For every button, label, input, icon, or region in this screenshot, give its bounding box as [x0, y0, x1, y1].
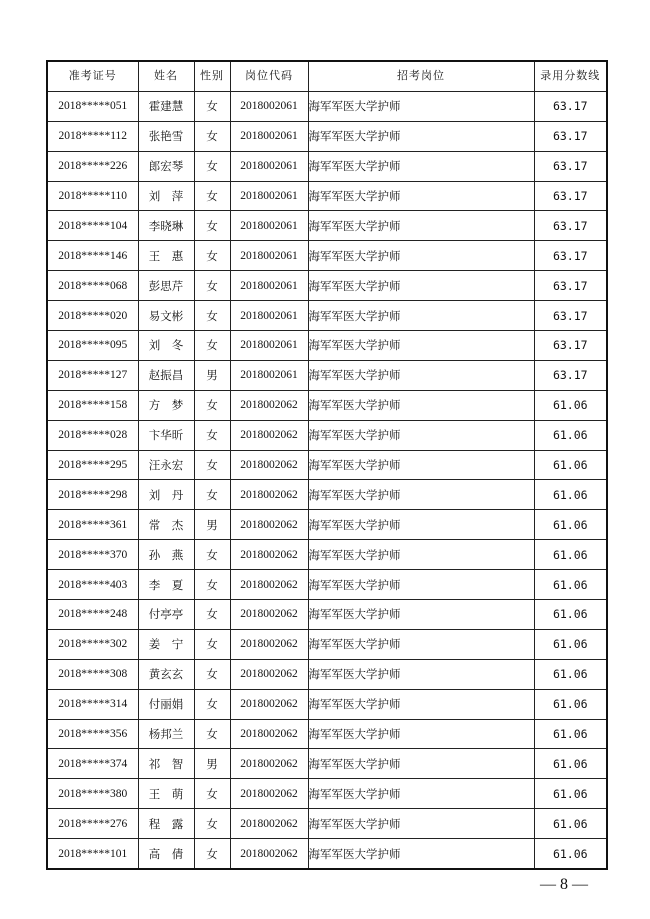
- table-row: [47, 600, 607, 630]
- cell-gender: 女: [194, 420, 230, 450]
- cell-post-code: 2018002062: [230, 749, 308, 779]
- table-row: [47, 360, 607, 390]
- cell-name: 程 露: [138, 809, 194, 839]
- cell-post-code: 2018002061: [230, 121, 308, 151]
- cell-ticket-number: 2018*****146: [47, 241, 138, 271]
- cell-post: 海军军医大学护师: [308, 241, 534, 271]
- cell-gender: 女: [194, 719, 230, 749]
- cell-post-code: 2018002062: [230, 510, 308, 540]
- cell-score: 63.17: [534, 360, 607, 390]
- cell-gender: 女: [194, 540, 230, 570]
- cell-post-code: 2018002062: [230, 600, 308, 630]
- cell-post-code: 2018002062: [230, 540, 308, 570]
- cell-post: 海军军医大学护师: [308, 749, 534, 779]
- cell-post: 海军军医大学护师: [308, 540, 534, 570]
- cell-score: 63.17: [534, 151, 607, 181]
- cell-post: 海军军医大学护师: [308, 689, 534, 719]
- cell-score: 63.17: [534, 121, 607, 151]
- cell-ticket-number: 2018*****298: [47, 480, 138, 510]
- cell-post: 海军军医大学护师: [308, 570, 534, 600]
- cell-post: 海军军医大学护师: [308, 480, 534, 510]
- cell-score: 61.06: [534, 570, 607, 600]
- cell-score: 63.17: [534, 301, 607, 331]
- cell-post: 海军军医大学护师: [308, 390, 534, 420]
- cell-score: 61.06: [534, 839, 607, 869]
- cell-post-code: 2018002062: [230, 719, 308, 749]
- cell-score: 61.06: [534, 450, 607, 480]
- cell-post: 海军军医大学护师: [308, 331, 534, 361]
- cell-score: 61.06: [534, 390, 607, 420]
- table-row: [47, 420, 607, 450]
- cell-gender: 男: [194, 510, 230, 540]
- cell-score: 63.17: [534, 241, 607, 271]
- cell-post-code: 2018002061: [230, 301, 308, 331]
- cell-ticket-number: 2018*****370: [47, 540, 138, 570]
- cell-ticket-number: 2018*****380: [47, 779, 138, 809]
- header-post: 招考岗位: [308, 61, 534, 91]
- cell-post: 海军军医大学护师: [308, 779, 534, 809]
- cell-gender: 女: [194, 779, 230, 809]
- table-row: [47, 540, 607, 570]
- cell-gender: 女: [194, 121, 230, 151]
- cell-name: 卞华昕: [138, 420, 194, 450]
- header-ticket-number: 准考证号: [47, 61, 138, 91]
- cell-name: 易文彬: [138, 301, 194, 331]
- table-row: [47, 91, 607, 121]
- cell-ticket-number: 2018*****110: [47, 181, 138, 211]
- table-row: [47, 689, 607, 719]
- table-body: [47, 91, 607, 869]
- table-row: [47, 271, 607, 301]
- cell-ticket-number: 2018*****112: [47, 121, 138, 151]
- cell-score: 61.06: [534, 719, 607, 749]
- cell-gender: 男: [194, 360, 230, 390]
- cell-name: 李 夏: [138, 570, 194, 600]
- cell-gender: 女: [194, 91, 230, 121]
- table-row: [47, 390, 607, 420]
- cell-post-code: 2018002061: [230, 151, 308, 181]
- cell-name: 方 梦: [138, 390, 194, 420]
- cell-score: 61.06: [534, 749, 607, 779]
- cell-score: 61.06: [534, 659, 607, 689]
- cell-name: 汪永宏: [138, 450, 194, 480]
- cell-post-code: 2018002061: [230, 211, 308, 241]
- cell-ticket-number: 2018*****374: [47, 749, 138, 779]
- table-row: [47, 211, 607, 241]
- cell-name: 王 萌: [138, 779, 194, 809]
- cell-ticket-number: 2018*****104: [47, 211, 138, 241]
- table-row: [47, 181, 607, 211]
- table-row: [47, 809, 607, 839]
- header-gender: 性别: [194, 61, 230, 91]
- cell-post: 海军军医大学护师: [308, 121, 534, 151]
- cell-score: 61.06: [534, 420, 607, 450]
- cell-ticket-number: 2018*****127: [47, 360, 138, 390]
- table-row: [47, 629, 607, 659]
- cell-name: 付亭亭: [138, 600, 194, 630]
- cell-post: 海军军医大学护师: [308, 271, 534, 301]
- results-table-container: [46, 60, 606, 870]
- cell-post: 海军军医大学护师: [308, 151, 534, 181]
- table-row: [47, 241, 607, 271]
- cell-post-code: 2018002062: [230, 659, 308, 689]
- cell-post-code: 2018002062: [230, 390, 308, 420]
- cell-post: 海军军医大学护师: [308, 450, 534, 480]
- cell-post-code: 2018002062: [230, 689, 308, 719]
- cell-ticket-number: 2018*****308: [47, 659, 138, 689]
- results-table: [46, 60, 608, 870]
- cell-ticket-number: 2018*****314: [47, 689, 138, 719]
- table-row: [47, 839, 607, 869]
- cell-gender: 女: [194, 241, 230, 271]
- cell-gender: 女: [194, 570, 230, 600]
- cell-ticket-number: 2018*****403: [47, 570, 138, 600]
- cell-score: 61.06: [534, 540, 607, 570]
- cell-gender: 女: [194, 271, 230, 301]
- cell-post: 海军军医大学护师: [308, 360, 534, 390]
- cell-name: 高 倩: [138, 839, 194, 869]
- cell-post-code: 2018002062: [230, 450, 308, 480]
- cell-post: 海军军医大学护师: [308, 629, 534, 659]
- cell-gender: 女: [194, 689, 230, 719]
- cell-ticket-number: 2018*****068: [47, 271, 138, 301]
- cell-gender: 女: [194, 659, 230, 689]
- cell-name: 杨邦兰: [138, 719, 194, 749]
- table-row: [47, 151, 607, 181]
- cell-ticket-number: 2018*****095: [47, 331, 138, 361]
- cell-gender: 女: [194, 181, 230, 211]
- cell-post: 海军军医大学护师: [308, 600, 534, 630]
- cell-name: 霍建慧: [138, 91, 194, 121]
- cell-post: 海军军医大学护师: [308, 510, 534, 540]
- cell-gender: 女: [194, 151, 230, 181]
- table-row: [47, 659, 607, 689]
- cell-name: 孙 燕: [138, 540, 194, 570]
- cell-post: 海军军医大学护师: [308, 719, 534, 749]
- cell-post: 海军军医大学护师: [308, 301, 534, 331]
- cell-ticket-number: 2018*****248: [47, 600, 138, 630]
- cell-post-code: 2018002062: [230, 420, 308, 450]
- cell-name: 王 惠: [138, 241, 194, 271]
- cell-gender: 女: [194, 450, 230, 480]
- cell-post-code: 2018002061: [230, 91, 308, 121]
- cell-gender: 女: [194, 390, 230, 420]
- cell-name: 李晓琳: [138, 211, 194, 241]
- table-row: [47, 480, 607, 510]
- cell-post: 海军军医大学护师: [308, 211, 534, 241]
- cell-ticket-number: 2018*****028: [47, 420, 138, 450]
- cell-gender: 女: [194, 301, 230, 331]
- header-post-code: 岗位代码: [230, 61, 308, 91]
- cell-name: 付丽娟: [138, 689, 194, 719]
- cell-post-code: 2018002062: [230, 809, 308, 839]
- cell-post: 海军军医大学护师: [308, 839, 534, 869]
- cell-gender: 女: [194, 600, 230, 630]
- cell-score: 61.06: [534, 480, 607, 510]
- cell-name: 刘 冬: [138, 331, 194, 361]
- table-row: [47, 121, 607, 151]
- cell-score: 61.06: [534, 779, 607, 809]
- cell-gender: 女: [194, 629, 230, 659]
- cell-post: 海军军医大学护师: [308, 420, 534, 450]
- cell-post-code: 2018002062: [230, 779, 308, 809]
- cell-score: 63.17: [534, 181, 607, 211]
- cell-score: 61.06: [534, 809, 607, 839]
- cell-post-code: 2018002061: [230, 271, 308, 301]
- cell-post-code: 2018002061: [230, 181, 308, 211]
- table-header: [47, 61, 607, 91]
- cell-gender: 女: [194, 331, 230, 361]
- cell-ticket-number: 2018*****158: [47, 390, 138, 420]
- cell-gender: 男: [194, 749, 230, 779]
- cell-gender: 女: [194, 211, 230, 241]
- cell-post: 海军军医大学护师: [308, 181, 534, 211]
- cell-name: 常 杰: [138, 510, 194, 540]
- table-row: [47, 719, 607, 749]
- cell-ticket-number: 2018*****051: [47, 91, 138, 121]
- cell-name: 黄玄玄: [138, 659, 194, 689]
- header-name: 姓名: [138, 61, 194, 91]
- page-number: — 8 —: [540, 876, 588, 893]
- cell-gender: 女: [194, 480, 230, 510]
- cell-post-code: 2018002062: [230, 570, 308, 600]
- cell-score: 61.06: [534, 689, 607, 719]
- cell-name: 彭思芹: [138, 271, 194, 301]
- header-row: [47, 61, 607, 91]
- cell-ticket-number: 2018*****302: [47, 629, 138, 659]
- cell-name: 张艳雪: [138, 121, 194, 151]
- cell-name: 刘 萍: [138, 181, 194, 211]
- cell-post: 海军军医大学护师: [308, 91, 534, 121]
- cell-ticket-number: 2018*****356: [47, 719, 138, 749]
- table-row: [47, 331, 607, 361]
- cell-score: 63.17: [534, 271, 607, 301]
- cell-ticket-number: 2018*****020: [47, 301, 138, 331]
- cell-score: 61.06: [534, 510, 607, 540]
- cell-score: 63.17: [534, 331, 607, 361]
- cell-gender: 女: [194, 809, 230, 839]
- header-score: 录用分数线: [534, 61, 607, 91]
- cell-score: 63.17: [534, 211, 607, 241]
- cell-ticket-number: 2018*****295: [47, 450, 138, 480]
- cell-ticket-number: 2018*****101: [47, 839, 138, 869]
- cell-post-code: 2018002061: [230, 331, 308, 361]
- cell-name: 郎宏琴: [138, 151, 194, 181]
- cell-name: 姜 宁: [138, 629, 194, 659]
- table-row: [47, 510, 607, 540]
- cell-name: 赵振昌: [138, 360, 194, 390]
- table-row: [47, 301, 607, 331]
- table-row: [47, 779, 607, 809]
- cell-post-code: 2018002062: [230, 629, 308, 659]
- cell-post-code: 2018002062: [230, 839, 308, 869]
- table-row: [47, 450, 607, 480]
- cell-post: 海军军医大学护师: [308, 809, 534, 839]
- cell-post-code: 2018002061: [230, 360, 308, 390]
- cell-ticket-number: 2018*****276: [47, 809, 138, 839]
- cell-ticket-number: 2018*****226: [47, 151, 138, 181]
- cell-score: 63.17: [534, 91, 607, 121]
- cell-name: 刘 丹: [138, 480, 194, 510]
- table-row: [47, 749, 607, 779]
- table-row: [47, 570, 607, 600]
- cell-score: 61.06: [534, 600, 607, 630]
- cell-post: 海军军医大学护师: [308, 659, 534, 689]
- cell-post-code: 2018002061: [230, 241, 308, 271]
- cell-gender: 女: [194, 839, 230, 869]
- cell-score: 61.06: [534, 629, 607, 659]
- cell-post-code: 2018002062: [230, 480, 308, 510]
- cell-ticket-number: 2018*****361: [47, 510, 138, 540]
- cell-name: 祁 智: [138, 749, 194, 779]
